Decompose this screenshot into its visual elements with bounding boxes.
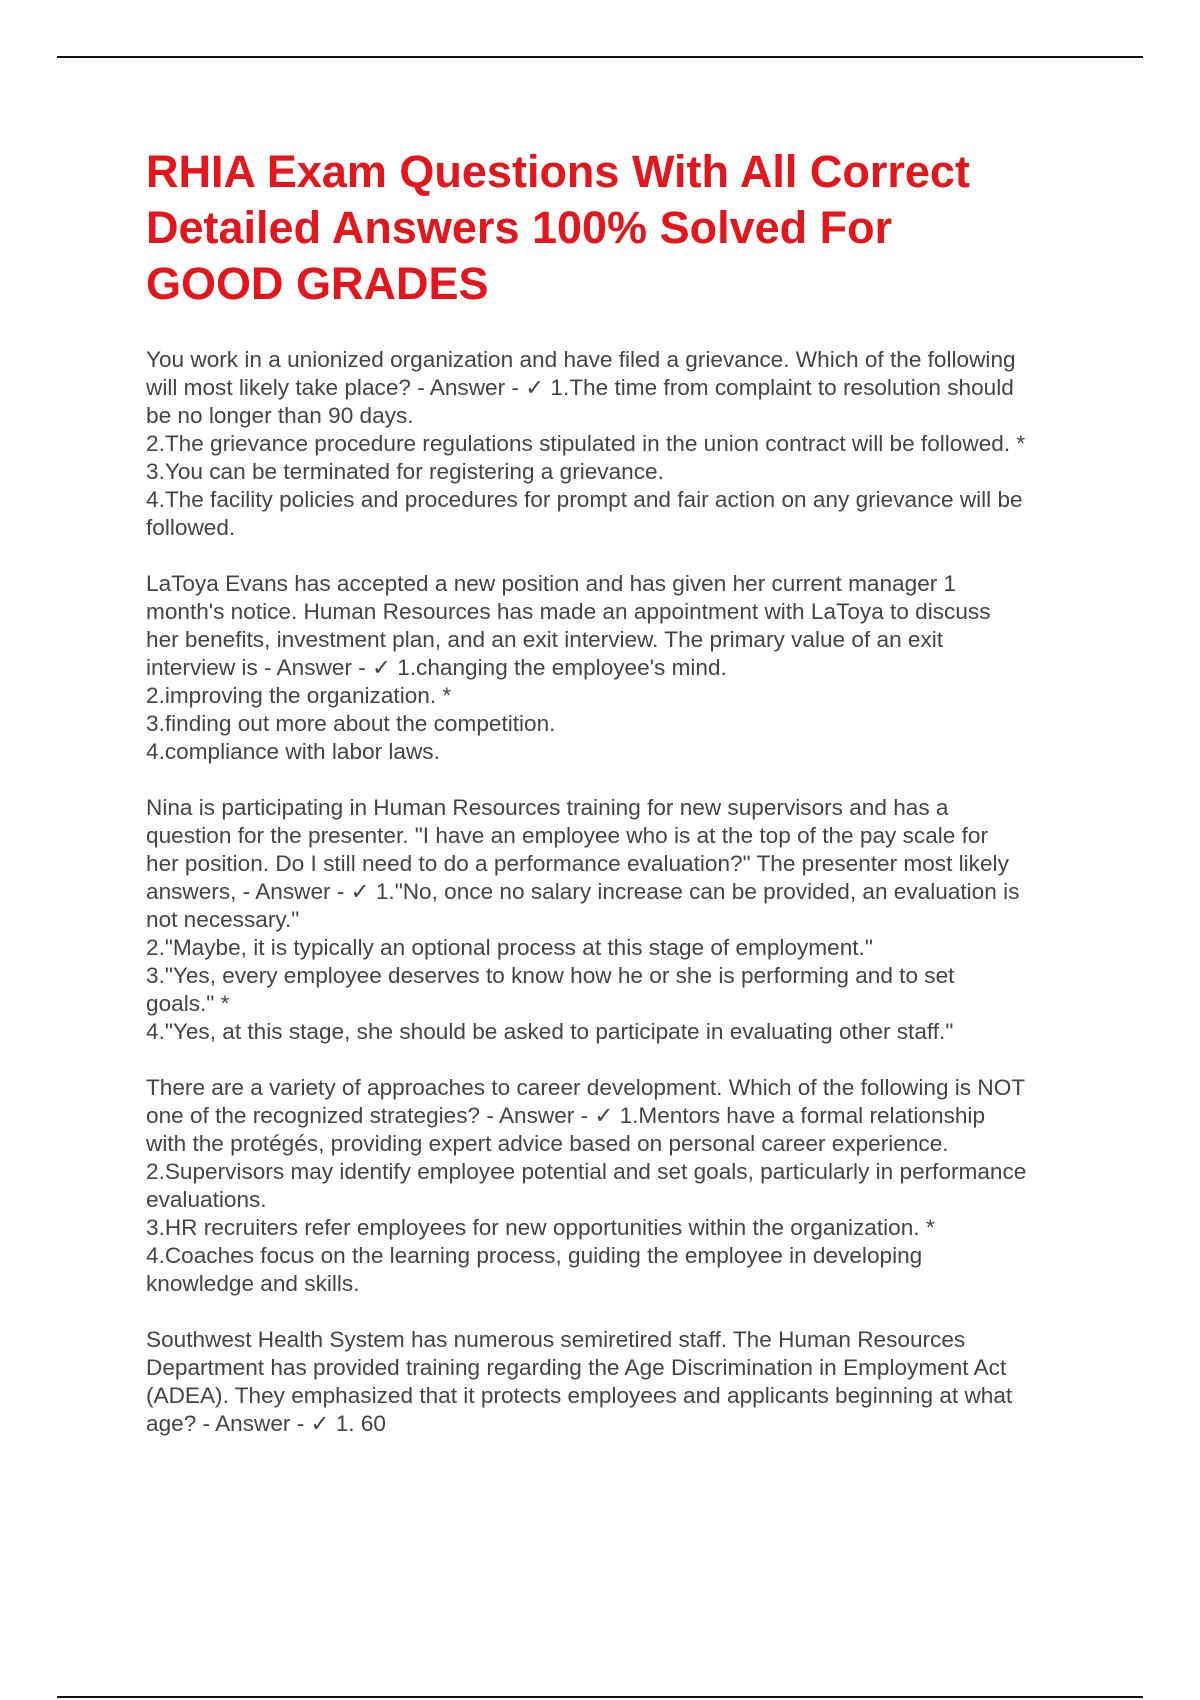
question-line: You work in a unionized organization and have filed a grievance. Which of the following	[146, 347, 1016, 372]
question-line: Southwest Health System has numerous semiretired staff. The Human Resources	[146, 1327, 966, 1352]
question-line: There are a variety of approaches to career development. Which of the following is NOT	[146, 1075, 1026, 1100]
question-line: her benefits, investment plan, and an exit interview. The primary value of an exit	[146, 627, 944, 652]
question-line: with the protégés, providing expert advice based on personal career experience.	[146, 1131, 949, 1156]
document-title	[146, 144, 1096, 312]
question-block	[146, 794, 1096, 1046]
question-line: be no longer than 90 days.	[146, 403, 414, 428]
question-line: month's notice. Human Resources has made an appointment with LaToya to discuss	[146, 599, 991, 624]
answer-option: evaluations.	[146, 1187, 267, 1212]
answer-option: 2.improving the organization. *	[146, 683, 452, 708]
question-line: age? - Answer - ✓ 1. 60	[146, 1411, 386, 1436]
answer-option: 3.finding out more about the competition.	[146, 711, 556, 736]
question-line: Department has provided training regarding the Age Discrimination in Employment Act	[146, 1355, 1007, 1380]
question-line: her position. Do I still need to do a performance evaluation?" The presenter most likely	[146, 851, 1009, 876]
answer-option: 3.You can be terminated for registering a grievance.	[146, 459, 664, 484]
question-line: not necessary."	[146, 907, 300, 932]
answer-option: 2.The grievance procedure regulations stipulated in the union contract will be followed. *	[146, 431, 1026, 456]
question-block	[146, 1074, 1096, 1298]
question-line: will most likely take place? - Answer - ✓ 1.The time from complaint to resolution should	[146, 375, 1014, 400]
answer-option: 4.compliance with labor laws.	[146, 739, 440, 764]
question-line: answers, - Answer - ✓ 1."No, once no salary increase can be provided, an evaluation is	[146, 879, 1020, 904]
answer-option: goals." *	[146, 991, 230, 1016]
title-line: Detailed Answers 100% Solved For	[146, 202, 893, 253]
answer-option: 4.The facility policies and procedures for prompt and fair action on any grievance will be	[146, 487, 1023, 512]
question-block	[146, 570, 1096, 766]
answer-option: 3."Yes, every employee deserves to know how he or she is performing and to set	[146, 963, 955, 988]
question-line: LaToya Evans has accepted a new position and has given her current manager 1	[146, 571, 957, 596]
title-line: RHIA Exam Questions With All Correct	[146, 146, 970, 197]
answer-option: 4."Yes, at this stage, she should be asked to participate in evaluating other staff."	[146, 1019, 954, 1044]
answer-option: 2.Supervisors may identify employee potential and set goals, particularly in performance	[146, 1159, 1027, 1184]
header-rule	[57, 56, 1143, 58]
question-line: (ADEA). They emphasized that it protects employees and applicants beginning at what	[146, 1383, 1013, 1408]
question-line: question for the presenter. "I have an employee who is at the top of the pay scale for	[146, 823, 988, 848]
answer-option: followed.	[146, 515, 236, 540]
document-page	[146, 144, 1096, 1466]
question-line: one of the recognized strategies? - Answer - ✓ 1.Mentors have a formal relationship	[146, 1103, 986, 1128]
question-block	[146, 1326, 1096, 1438]
question-list	[146, 346, 1096, 1438]
question-line: Nina is participating in Human Resources training for new supervisors and has a	[146, 795, 949, 820]
answer-option: 4.Coaches focus on the learning process, guiding the employee in developing	[146, 1243, 923, 1268]
footer-rule	[57, 1696, 1143, 1698]
answer-option: 3.HR recruiters refer employees for new opportunities within the organization. *	[146, 1215, 935, 1240]
title-line: GOOD GRADES	[146, 258, 489, 309]
question-block	[146, 346, 1096, 542]
answer-option: knowledge and skills.	[146, 1271, 360, 1296]
answer-option: 2."Maybe, it is typically an optional process at this stage of employment."	[146, 935, 873, 960]
question-line: interview is - Answer - ✓ 1.changing the employee's mind.	[146, 655, 727, 680]
